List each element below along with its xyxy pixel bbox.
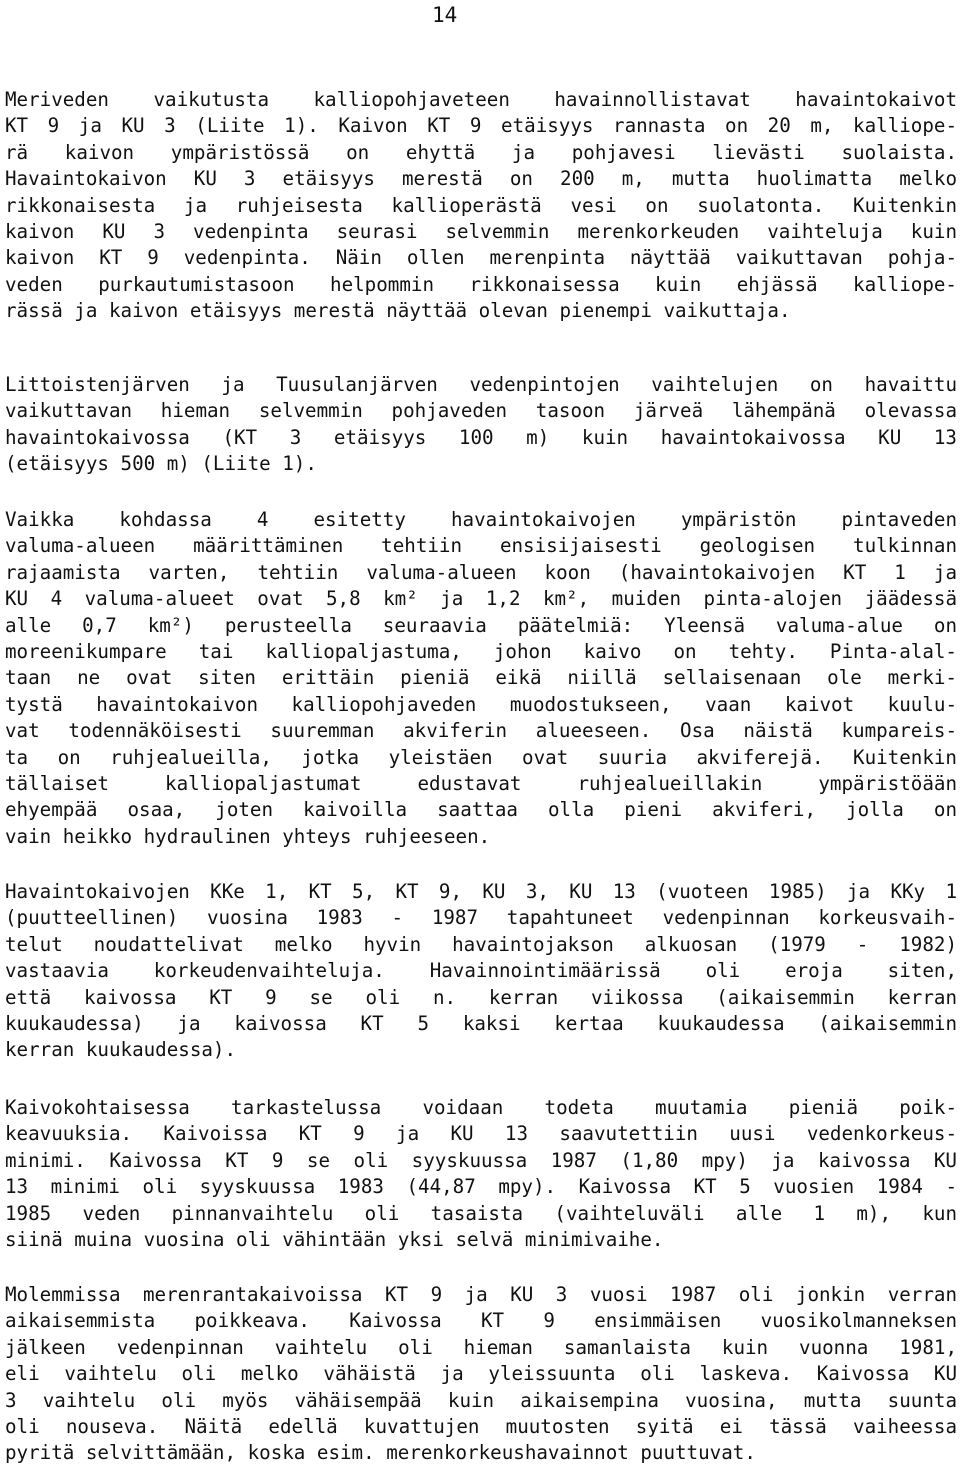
text-line: 1985 veden pinnanvaihtelu oli tasaista (vaihteluväli alle 1 m), kun <box>5 1201 957 1225</box>
paragraph-shore-wells <box>5 1282 957 1467</box>
text-line: vain heikko hydraulinen yhteys ruhjeeseen. <box>5 824 491 848</box>
text-line: Meriveden vaikutusta kalliopohjaveteen havainnollistavat havaintokaivot <box>5 88 957 111</box>
paragraph-lake-influence <box>5 372 957 478</box>
text-line: oli nouseva. Näitä edellä kuvattujen muutosten syitä ei tässä vaiheessa <box>5 1414 957 1438</box>
text-line: Kaivokohtaisessa tarkastelussa voidaan todeta muutamia pieniä poik- <box>5 1096 957 1119</box>
text-line: vat todennäköisesti suuremman akviferin alueeseen. Osa näistä kumpareis- <box>5 719 957 743</box>
text-line: veden purkautumistasoon helpommin rikkonaisessa kuin ehjässä kalliope- <box>5 272 957 296</box>
text-line: Littoistenjärven ja Tuusulanjärven vedenpintojen vaihtelujen on havaittu <box>5 373 957 396</box>
text-line: ta on ruhjealueilla, jotka yleistäen ovat suuria akviferejä. Kuitenkin <box>5 745 957 769</box>
paragraph-catchment-area <box>5 507 957 850</box>
paragraph-well-deviations <box>5 1095 957 1253</box>
text-line: KT 9 ja KU 3 (Liite 1). Kaivon KT 9 etäisyys rannasta on 20 m, kalliope- <box>5 114 957 138</box>
text-line: tystä havaintokaivon kalliopohjaveden muodostukseen, vaan kaivot kuulu- <box>5 692 957 716</box>
text-line: kerran kuukaudessa). <box>5 1038 237 1062</box>
text-line: valuma-alueen määrittäminen tehtiin ensisijaisesti geologisen tulkinnan <box>5 534 957 558</box>
text-line: 3 vaihtelu oli myös vähäisempää kuin aikaisempina vuosina, mutta suunta <box>5 1388 957 1412</box>
text-line: minimi. Kaivossa KT 9 se oli syyskuussa 1987 (1,80 mpy) ja kaivossa KU <box>5 1148 957 1172</box>
text-line: Havaintokaivon KU 3 etäisyys merestä on 200 m, mutta huolimatta melko <box>5 167 957 191</box>
text-line: pyritä selvittämään, koska esim. merenkorkeushavainnot puuttuvat. <box>5 1441 756 1465</box>
text-line: rä kaivon ympäristössä on ehyttä ja pohjavesi lievästi suolaista. <box>5 140 957 164</box>
text-line: KU 4 valuma-alueet ovat 5,8 km² ja 1,2 km², muiden pinta-alojen jäädessä <box>5 587 957 611</box>
text-line: (etäisyys 500 m) (Liite 1). <box>5 452 317 476</box>
text-line: taan ne ovat siten erittäin pieniä eikä niillä sellaisenaan ole merki- <box>5 666 957 690</box>
text-line: rajaamista varten, tehtiin valuma-alueen koon (havaintokaivojen KT 1 ja <box>5 560 957 584</box>
text-line: keavuuksia. Kaivoissa KT 9 ja KU 13 saavutettiin uusi vedenkorkeus- <box>5 1122 957 1146</box>
paragraph-seawater-influence <box>5 87 957 325</box>
text-line: Havaintokaivojen KKe 1, KT 5, KT 9, KU 3, KU 13 (vuoteen 1985) ja KKy 1 <box>5 880 957 903</box>
text-line: 13 minimi oli syyskuussa 1983 (44,87 mpy). Kaivossa KT 5 vuosien 1984 - <box>5 1175 957 1199</box>
text-line: rikkonaisesta ja ruhjeisesta kallioperästä vesi on suolatonta. Kuitenkin <box>5 193 957 217</box>
text-line: ehyempää osaa, joten kaivoilla saattaa olla pieni akviferi, jolla on <box>5 798 957 822</box>
text-line: aikaisemmista poikkeava. Kaivossa KT 9 ensimmäisen vuosikolmanneksen <box>5 1309 957 1333</box>
text-line: Vaikka kohdassa 4 esitetty havaintokaivojen ympäristön pintaveden <box>5 508 957 531</box>
text-line: telut noudattelivat melko hyvin havaintojakson alkuosan (1979 - 1982) <box>5 932 957 956</box>
text-line: eli vaihtelu oli melko vähäistä ja yleissuunta oli laskeva. Kaivossa KU <box>5 1362 957 1386</box>
text-line: moreenikumpare tai kalliopaljastuma, johon kaivo on tehty. Pinta-alal- <box>5 639 957 663</box>
text-line: kuukaudessa) ja kaivossa KT 5 kaksi kertaa kuukaudessa (aikaisemmin <box>5 1011 957 1035</box>
text-line: siinä muina vuosina oli vähintään yksi selvä minimivaihe. <box>5 1227 664 1251</box>
text-line: (puutteellinen) vuosina 1983 - 1987 tapahtuneet vedenpinnan korkeusvaih- <box>5 906 957 930</box>
text-line: jälkeen vedenpinnan vaihtelu oli hieman samanlaista kuin vuonna 1981, <box>5 1335 957 1359</box>
text-line: alle 0,7 km²) perusteella seuraavia päätelmiä: Yleensä valuma-alue on <box>5 613 957 637</box>
page-number: 14 <box>432 3 458 27</box>
text-line: rässä ja kaivon etäisyys merestä näyttää olevan pienempi vaikuttaja. <box>5 299 791 323</box>
text-line: Molemmissa merenrantakaivoissa KT 9 ja KU 3 vuosi 1987 oli jonkin verran <box>5 1283 957 1306</box>
text-line: havaintokaivossa (KT 3 etäisyys 100 m) kuin havaintokaivossa KU 13 <box>5 425 957 449</box>
text-line: vastaavia korkeudenvaihteluja. Havainnointimäärissä oli eroja siten, <box>5 959 957 983</box>
paragraph-water-level-fluctuation <box>5 879 957 1064</box>
text-line: kaivon KU 3 vedenpinta seurasi selvemmin merenkorkeuden vaihteluja kuin <box>5 219 957 243</box>
text-line: että kaivossa KT 9 se oli n. kerran viikossa (aikaisemmin kerran <box>5 985 957 1009</box>
text-line: tällaiset kalliopaljastumat edustavat ruhjealueillakin ympäristöään <box>5 771 957 795</box>
text-line: vaikuttavan hieman selvemmin pohjaveden tasoon järveä lähempänä olevassa <box>5 399 957 423</box>
text-line: kaivon KT 9 vedenpinta. Näin ollen merenpinta näyttää vaikuttavan pohja- <box>5 246 957 270</box>
